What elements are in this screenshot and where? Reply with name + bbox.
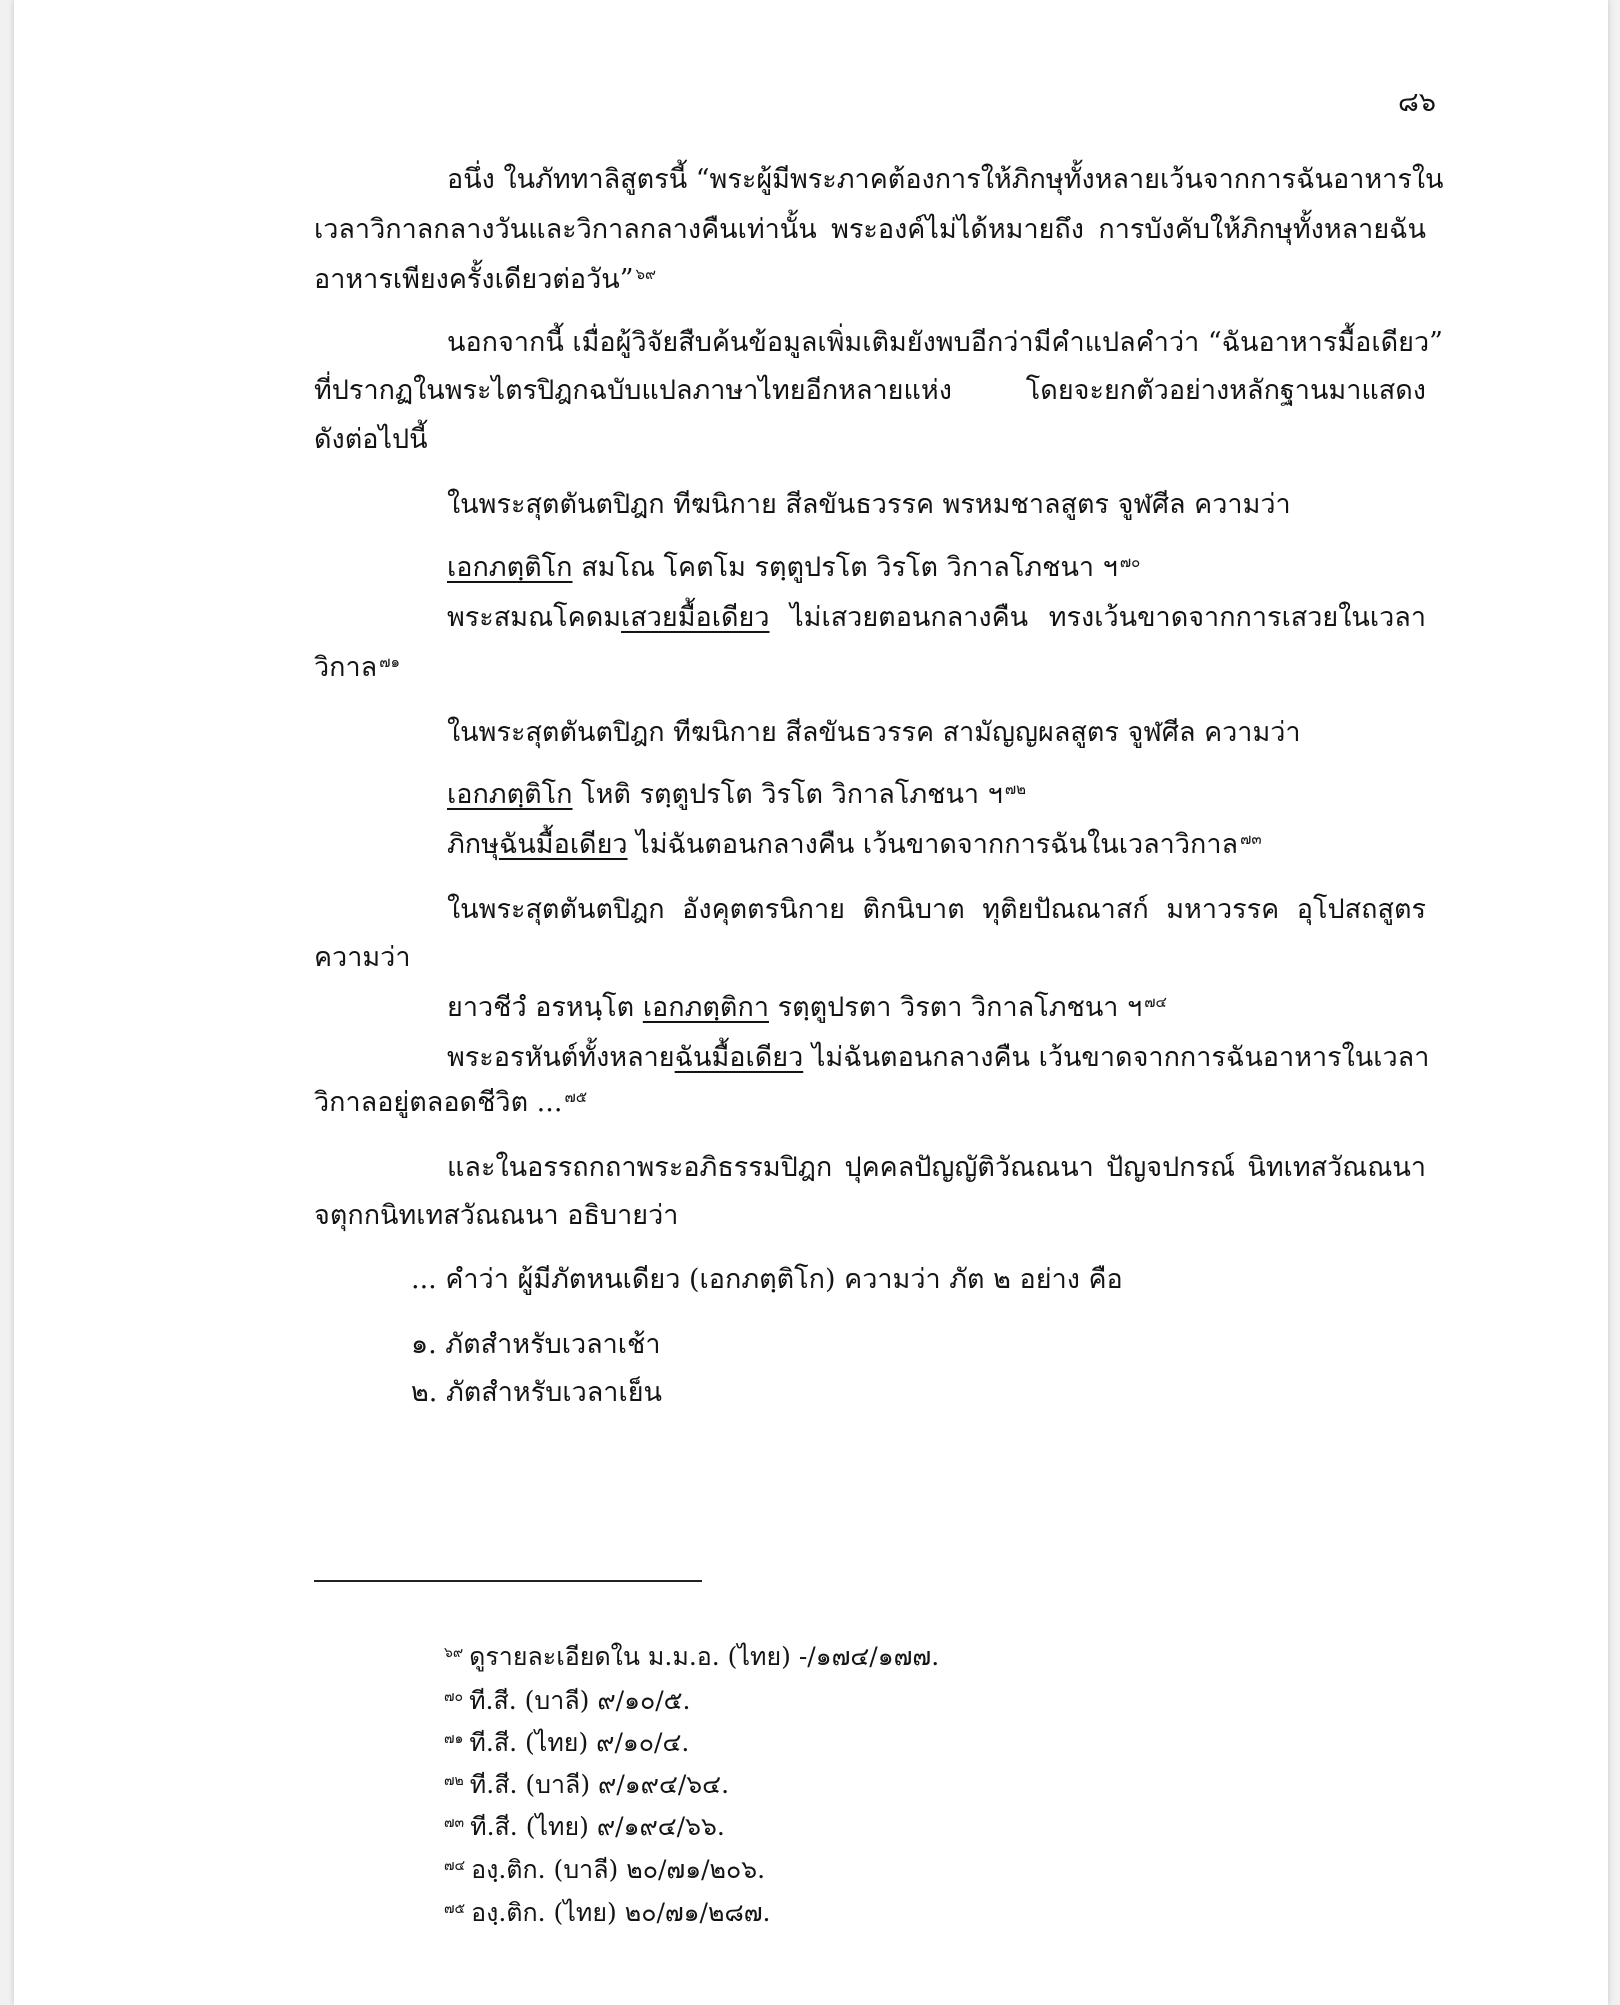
ex3-thai-underlined: ฉันมื้อเดียว [674,1042,804,1073]
footnote-number: ๗๑ [444,1731,464,1747]
footnote-text: ที.สี. (บาลี) ๙/๑๙๔/๖๔. [469,1770,730,1799]
ex3-thai-pre: พระอรหันต์ทั้งหลาย [447,1042,675,1073]
para1-line2: เวลาวิกาลกลางวันและวิกาลกลางคืนเท่านั้น พระองค์ไม่ได้หมายถึง การบังคับให้ภิกษุทั้งหลายฉัน [314,214,1426,245]
ex2-thai-pre: ภิกษุ [447,829,499,860]
footnote-separator [314,1580,702,1582]
footnote-text: ที.สี. (บาลี) ๙/๑๐/๕. [469,1686,691,1715]
page-number: ๘๖ [1398,87,1436,118]
footnote-ref: ๗๔ [1144,993,1167,1011]
footnote-text: องฺ.ติก. (ไทย) ๒๐/๗๑/๒๘๗. [471,1898,771,1927]
ex1-thai-underlined: เสวยมื้อเดียว [621,602,770,633]
quote-item-2: ๒. ภัตสำหรับเวลาเย็น [411,1377,662,1408]
ex1-pali [447,550,1140,586]
para1-line3 [314,262,656,298]
para2-line3: ดังต่อไปนี้ [314,424,428,455]
ex2-pali-rest: โหติ รตฺตูปรโต วิรโต วิกาลโภชนา ฯ [572,779,1003,810]
footnote-ref: ๗๓ [1240,830,1262,848]
ex3-source-line2: ความว่า [314,942,411,973]
ex3-pali-rest: รตฺตูปรตา วิรตา วิกาลโภชนา ฯ [768,992,1143,1023]
ex1-thai-line2 [314,650,400,686]
footnote-number: ๗๓ [444,1815,465,1831]
footnote [444,1896,770,1930]
ex1-pali-rest: สมโณ โคตโม รตฺตูปรโต วิรโต วิกาลโภชนา ฯ [572,552,1118,583]
ex3-thai-line2 [314,1085,587,1121]
footnote-number: ๗๒ [444,1773,464,1789]
footnote-ref: ๗๐ [1119,553,1141,571]
document-page [14,0,1608,2005]
footnote [444,1810,725,1844]
ex1-source: ในพระสุตตันตปิฎก ทีฆนิกาย สีลขันธวรรค พรหมชาลสูตร จูฬศีล ความว่า [447,489,1291,520]
footnote-ref: ๗๒ [1004,780,1026,798]
ex3-pali-underlined: เอกภตฺติกา [642,992,769,1023]
ex1-thai-rest: ไม่เสวยตอนกลางคืน ทรงเว้นขาดจากการเสวยในเวลา [769,602,1426,633]
ex2-thai-rest: ไม่ฉันตอนกลางคืน เว้นขาดจากการฉันในเวลาวิกาล [627,829,1239,860]
ex2-thai-underlined: ฉันมื้อเดียว [498,829,628,860]
footnote-text: ดูรายละเอียดใน ม.ม.อ. (ไทย) -/๑๗๔/๑๗๗. [469,1642,940,1671]
ex3-thai [447,1040,1430,1076]
footnote-text: องฺ.ติก. (บาลี) ๒๐/๗๑/๒๐๖. [471,1855,766,1884]
para3-line2: จตุกกนิทเทสวัณณนา อธิบายว่า [314,1200,679,1231]
quote-intro: ... คำว่า ผู้มีภัตหนเดียว (เอกภตฺติโก) ความว่า ภัต ๒ อย่าง คือ [411,1264,1123,1295]
footnote-number: ๖๙ [444,1645,464,1661]
footnote-ref: ๗๕ [564,1088,588,1106]
ex3-pali [447,990,1167,1026]
footnote-text: ที.สี. (ไทย) ๙/๑๐/๔. [469,1728,690,1757]
ex2-pali [447,777,1026,813]
footnote [444,1853,765,1887]
ex2-pali-underlined: เอกภตฺติโก [447,779,573,810]
ex1-pali-underlined: เอกภตฺติโก [447,552,573,583]
para1-line1: อนึ่ง ในภัททาลิสูตรนี้ “พระผู้มีพระภาคต้องการให้ภิกษุทั้งหลายเว้นจากการฉันอาหารใน [447,164,1444,195]
footnote-ref: ๗๑ [379,653,401,671]
footnote-number: ๗๐ [444,1689,464,1705]
ex3-thai-line2-text: วิกาลอยู่ตลอดชีวิต ... [314,1087,563,1118]
footnote [444,1684,691,1718]
footnote [444,1640,939,1674]
ex2-source: ในพระสุตตันตปิฎก ทีฆนิกาย สีลขันธวรรค สามัญญผลสูตร จูฬศีล ความว่า [447,717,1301,748]
para1-line3-text: อาหารเพียงครั้งเดียวต่อวัน” [314,264,634,295]
ex3-thai-rest: ไม่ฉันตอนกลางคืน เว้นขาดจากการฉันอาหารในเวลา [803,1042,1430,1073]
quote-item-1: ๑. ภัตสำหรับเวลาเช้า [411,1329,661,1360]
ex1-thai-line2-text: วิกาล [314,652,378,683]
footnote-ref: ๖๙ [635,265,657,283]
ex3-source-line1: ในพระสุตตันตปิฎก อังคุตตรนิกาย ติกนิบาต ทุติยปัณณาสก์ มหาวรรค อุโปสถสูตร [447,894,1426,925]
footnote-text: ที.สี. (ไทย) ๙/๑๙๔/๖๖. [470,1812,725,1841]
footnote [444,1726,689,1760]
para2-line1: นอกจากนี้ เมื่อผู้วิจัยสืบค้นข้อมูลเพิ่มเติมยังพบอีกว่ามีคำแปลคำว่า “ฉันอาหารมื้อเดียว” [447,327,1443,358]
footnote-number: ๗๕ [444,1901,466,1917]
ex2-thai [447,827,1262,863]
ex1-thai [447,600,1426,636]
ex1-thai-pre: พระสมณโคดม [447,602,622,633]
footnote-number: ๗๔ [444,1858,466,1874]
footnote [444,1768,729,1802]
para2-line2: ที่ปรากฏในพระไตรปิฎกฉบับแปลภาษาไทยอีกหลายแห่ง โดยจะยกตัวอย่างหลักฐานมาแสดง [314,375,1426,406]
ex3-pali-pre: ยาวชีวํ อรหนฺโต [447,992,643,1023]
para3-line1: และในอรรถกถาพระอภิธรรมปิฎก ปุคคลปัญญัติวัณณนา ปัญจปกรณ์ นิทเทสวัณณนา [447,1152,1426,1183]
